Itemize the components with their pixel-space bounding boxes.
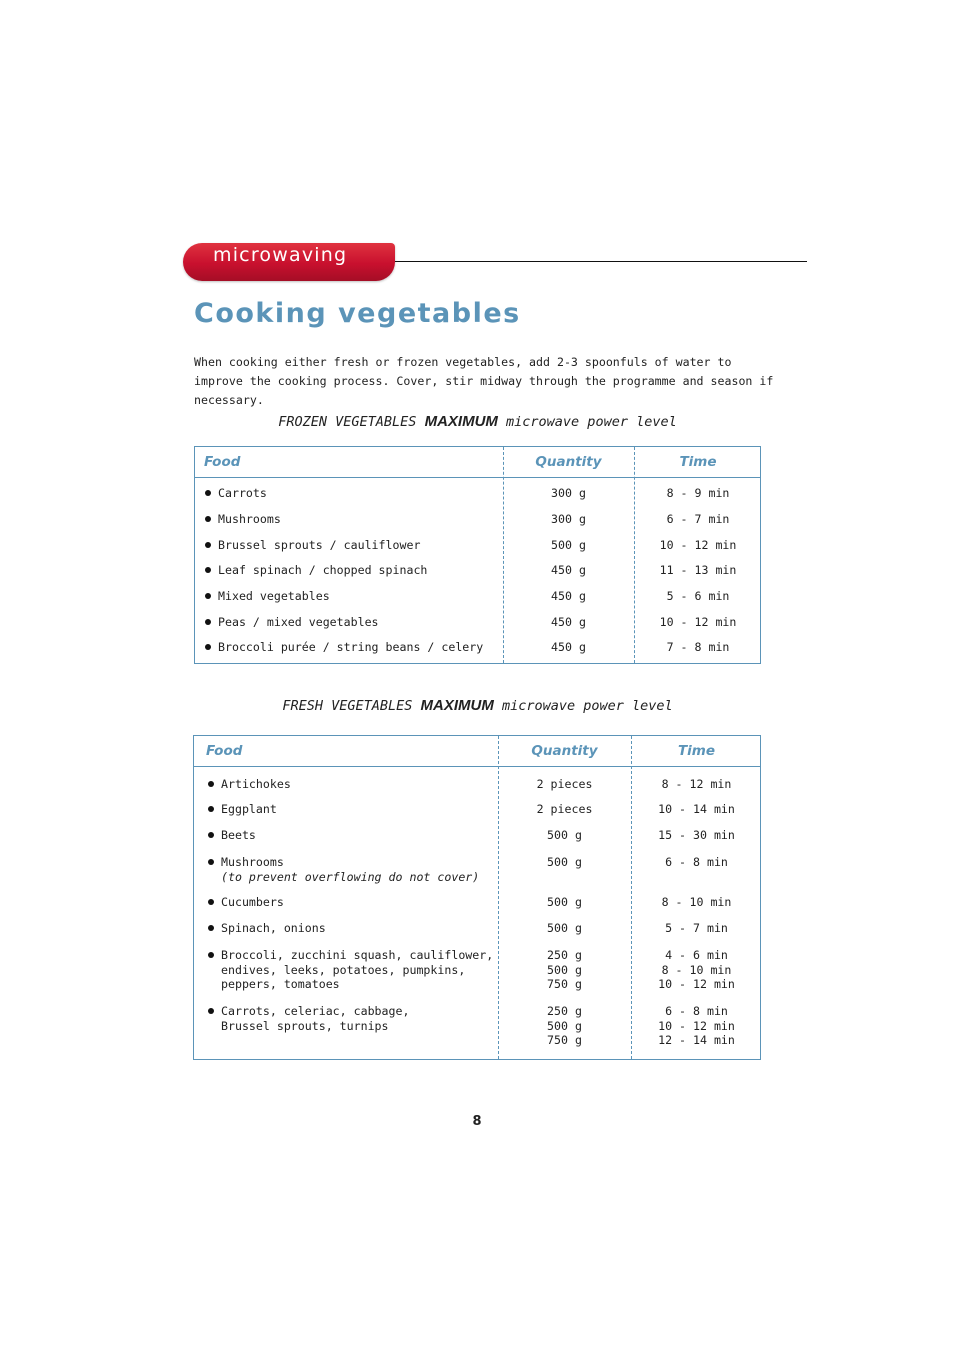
time-cell (631, 1004, 762, 1048)
section-tab-label: microwaving (213, 244, 348, 266)
header-quantity: Quantity (535, 454, 602, 470)
time-value: 5 - 7 min (665, 921, 728, 935)
quantity-cell (503, 640, 634, 655)
food-name: Eggplant (221, 802, 277, 816)
food-name: peppers, tomatoes (221, 977, 340, 991)
food-name: Broccoli purée / string beans / celery (218, 640, 484, 654)
bullet-icon (208, 832, 214, 838)
bullet-icon (208, 806, 214, 812)
quantity-value: 750 g (547, 1033, 582, 1047)
food-name: Peas / mixed vegetables (218, 615, 379, 629)
time-cell (634, 538, 762, 553)
header-food: Food (204, 454, 241, 470)
time-value: 6 - 8 min (665, 855, 728, 869)
fresh-heading (194, 697, 761, 714)
time-value: 5 - 6 min (666, 589, 730, 603)
food-cell (221, 802, 277, 817)
frozen-heading-power: MAXIMUM (424, 413, 498, 430)
frozen-heading-post: microwave power level (497, 414, 677, 430)
quantity-value: 500 g (547, 855, 582, 869)
food-name: Broccoli, zucchini squash, cauliflower, (221, 948, 494, 962)
time-cell (631, 828, 762, 843)
quantity-cell (503, 538, 634, 553)
quantity-value: 500 g (551, 538, 586, 552)
time-value: 8 - 10 min (661, 895, 732, 909)
food-cell (221, 921, 326, 936)
time-value: 10 - 12 min (659, 538, 737, 552)
time-cell (631, 921, 762, 936)
quantity-value: 250 g (547, 948, 582, 962)
fresh-heading-power: MAXIMUM (420, 697, 494, 714)
food-name: endives, leeks, potatoes, pumpkins, (221, 962, 466, 977)
bullet-icon (208, 859, 214, 865)
time-value: 10 - 14 min (658, 802, 735, 816)
time-value: 8 - 12 min (661, 777, 732, 791)
time-cell (631, 948, 762, 992)
bullet-icon (205, 567, 211, 573)
time-value: 11 - 13 min (659, 563, 737, 577)
quantity-cell (503, 589, 634, 604)
bullet-icon (205, 644, 211, 650)
quantity-cell (503, 486, 634, 501)
quantity-value: 500 g (547, 921, 582, 935)
time-value: 6 - 8 min (665, 1004, 728, 1018)
quantity-value: 250 g (547, 1004, 582, 1018)
food-cell (218, 538, 420, 553)
bullet-icon (208, 1008, 214, 1014)
food-name: Leaf spinach / chopped spinach (218, 563, 428, 577)
header-quantity: Quantity (531, 743, 598, 759)
quantity-value: 500 g (547, 895, 582, 909)
food-cell (218, 563, 427, 578)
food-cell (221, 777, 291, 792)
quantity-value: 500 g (547, 1018, 582, 1033)
time-value: 7 - 8 min (666, 640, 730, 654)
bullet-icon (205, 619, 211, 625)
food-cell (221, 895, 284, 910)
time-cell (634, 589, 762, 604)
time-cell (634, 512, 762, 527)
food-name: Carrots, celeriac, cabbage, (221, 1004, 410, 1018)
bullet-icon (205, 593, 211, 599)
time-value: 8 - 9 min (666, 486, 730, 500)
bullet-icon (208, 899, 214, 905)
quantity-value: 450 g (551, 640, 586, 654)
time-cell (631, 777, 762, 792)
bullet-icon (205, 516, 211, 522)
food-cell (218, 615, 379, 630)
header-time: Time (679, 454, 717, 470)
time-cell (634, 486, 762, 501)
quantity-value: 500 g (547, 962, 582, 977)
quantity-value: 300 g (551, 486, 586, 500)
food-name: Mushrooms (218, 512, 281, 526)
quantity-value: 2 pieces (536, 802, 593, 816)
fresh-heading-post: microwave power level (493, 698, 673, 714)
header-time: Time (677, 743, 716, 759)
time-cell (634, 563, 762, 578)
time-cell (631, 802, 762, 817)
header-food: Food (206, 743, 243, 759)
quantity-cell (503, 615, 634, 630)
quantity-value: 300 g (551, 512, 586, 526)
time-value: 4 - 6 min (665, 948, 728, 962)
quantity-value: 2 pieces (536, 777, 593, 791)
page-title: Cooking vegetables (194, 298, 521, 329)
food-cell (221, 828, 256, 843)
quantity-cell (498, 921, 631, 936)
quantity-cell (498, 777, 631, 792)
time-cell (631, 855, 762, 870)
frozen-vegetables-table (194, 446, 761, 664)
food-cell (218, 589, 330, 604)
food-name: Spinach, onions (221, 921, 326, 935)
quantity-cell (498, 895, 631, 910)
food-name: Brussel sprouts, turnips (221, 1018, 389, 1033)
time-value: 6 - 7 min (666, 512, 730, 526)
food-name: Cucumbers (221, 895, 284, 909)
food-cell (221, 1004, 409, 1033)
fresh-heading-pre: FRESH VEGETABLES (282, 698, 421, 714)
food-cell (218, 512, 281, 527)
food-name: Artichokes (221, 777, 291, 791)
food-cell (221, 948, 493, 992)
time-value: 10 - 12 min (659, 615, 737, 629)
quantity-value: 750 g (547, 977, 582, 991)
food-cell (218, 486, 267, 501)
quantity-cell (503, 512, 634, 527)
quantity-value: 450 g (551, 615, 586, 629)
food-name: Beets (221, 828, 256, 842)
quantity-cell (498, 828, 631, 843)
bullet-icon (208, 781, 214, 787)
header-rule (395, 261, 807, 262)
fresh-vegetables-table (193, 735, 761, 1060)
time-value: 10 - 12 min (658, 977, 735, 991)
frozen-heading (194, 413, 761, 430)
quantity-cell (498, 855, 631, 870)
bullet-icon (208, 925, 214, 931)
food-note: (to prevent overflowing do not cover) (221, 869, 480, 884)
food-name: Carrots (218, 486, 267, 500)
frozen-heading-pre: FROZEN VEGETABLES (278, 414, 425, 430)
time-value: 8 - 10 min (661, 962, 732, 977)
quantity-cell (498, 802, 631, 817)
intro-paragraph: When cooking either fresh or frozen vegetables, add 2-3 spoonfuls of water to improve the cooking process. Cover, stir midway through the programme and season if necessary. (194, 355, 774, 407)
time-value: 10 - 12 min (658, 1018, 735, 1033)
bullet-icon (208, 952, 214, 958)
quantity-cell (503, 563, 634, 578)
column-divider (503, 447, 504, 663)
food-name: Brussel sprouts / cauliflower (218, 538, 421, 552)
food-cell (218, 640, 483, 655)
time-cell (634, 615, 762, 630)
food-name: Mushrooms (221, 855, 284, 869)
time-value: 12 - 14 min (658, 1033, 735, 1047)
column-divider (634, 447, 635, 663)
quantity-cell (498, 1004, 631, 1048)
quantity-value: 450 g (551, 589, 586, 603)
time-value: 15 - 30 min (658, 828, 735, 842)
quantity-value: 450 g (551, 563, 586, 577)
quantity-cell (498, 948, 631, 992)
bullet-icon (205, 490, 211, 496)
time-cell (631, 895, 762, 910)
page-number: 8 (472, 1114, 482, 1129)
food-cell (221, 855, 479, 884)
bullet-icon (205, 542, 211, 548)
section-tab (183, 243, 395, 281)
food-name: Mixed vegetables (218, 589, 330, 603)
time-cell (634, 640, 762, 655)
quantity-value: 500 g (547, 828, 582, 842)
